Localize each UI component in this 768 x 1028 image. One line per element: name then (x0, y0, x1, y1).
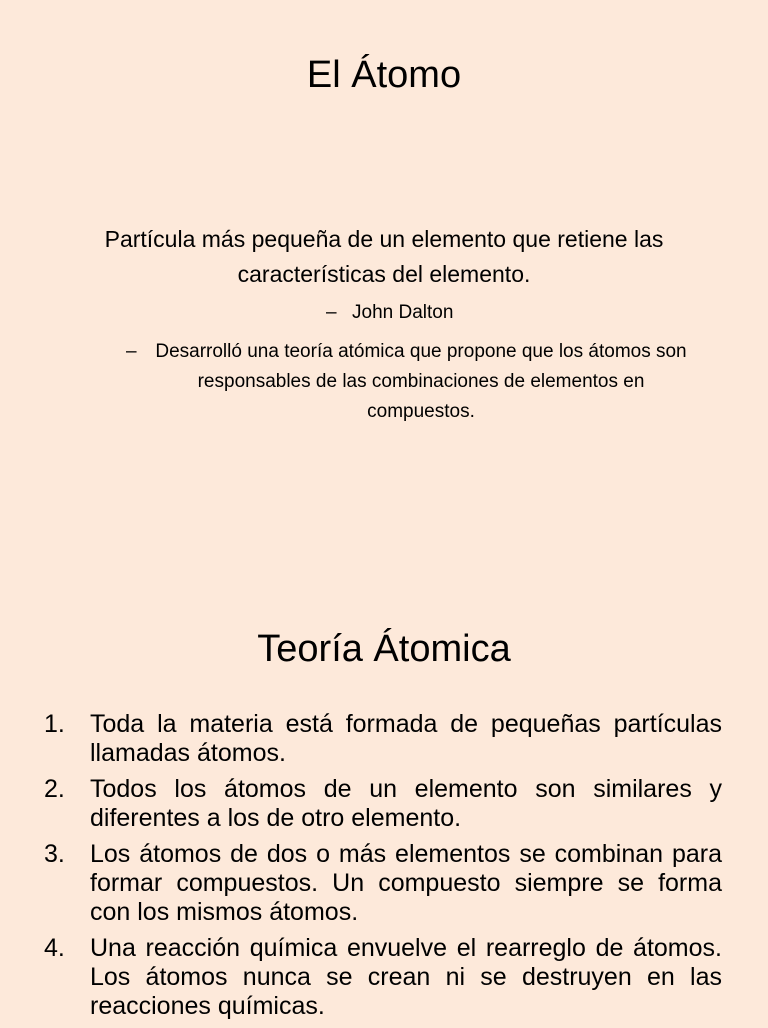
list-item-text: Una reacción química envuelve el rearreglo de átomos. Los átomos nunca se crean ni se destruyen en las reacciones químicas. (90, 934, 722, 1020)
list-item (44, 840, 722, 927)
principles-list (44, 710, 722, 1028)
sub-item-theory (126, 337, 696, 427)
slide-title: Teoría Átomica (257, 628, 511, 670)
list-item (44, 934, 722, 1021)
list-number: 1. (44, 710, 65, 738)
slide-title: El Átomo (306, 54, 462, 96)
slide-teoria-atomica (0, 512, 768, 1024)
list-item (44, 710, 722, 768)
list-item (44, 775, 722, 833)
list-number: 3. (44, 840, 65, 868)
sub-item-author (326, 298, 486, 328)
list-number: 2. (44, 775, 65, 803)
sub-item-text: John Dalton (352, 302, 454, 323)
list-number: 4. (44, 934, 65, 962)
slide-el-atomo (0, 0, 768, 512)
list-item-text: Los átomos de dos o más elementos se combinan para formar compuestos. Un compuesto siempre se forma con los mismos átomos. (90, 840, 722, 926)
list-item-text: Toda la materia está formada de pequeñas partículas llamadas átomos. (90, 710, 722, 767)
atom-definition: Partícula más pequeña de un elemento que retiene las características del elemento. (104, 226, 664, 287)
dash-bullet: – (326, 302, 337, 323)
dash-bullet: – (126, 341, 137, 362)
list-item-text: Todos los átomos de un elemento son similares y diferentes a los de otro elemento. (90, 775, 722, 832)
sub-item-text: Desarrolló una teoría atómica que propone que los átomos son responsables de las combinaciones de elementos en compuestos. (155, 341, 687, 422)
